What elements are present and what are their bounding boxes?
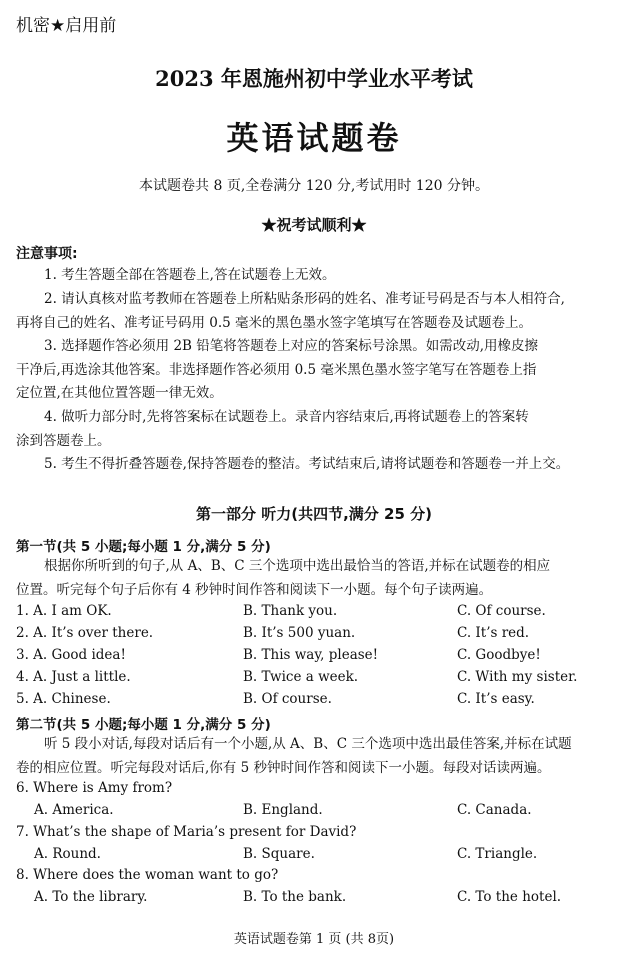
section2-instructions bbox=[16, 733, 614, 780]
q8-option-b: B. To the bank. bbox=[243, 889, 347, 905]
q2-option-a: 2. A. It’s over there. bbox=[16, 625, 154, 641]
paper-title: 英语试题卷 bbox=[226, 119, 402, 157]
q4-option-b: B. Twice a week. bbox=[243, 669, 359, 685]
notice-item-3 bbox=[16, 335, 614, 406]
notice-line: 涂到答题卷上。 bbox=[16, 432, 111, 449]
confidential-label: 机密★启用前 bbox=[16, 16, 117, 36]
q7-option-a: A. Round. bbox=[34, 846, 101, 862]
section1-instructions bbox=[16, 555, 614, 602]
exam-title: 2023 年恩施州初中学业水平考试 bbox=[155, 66, 473, 91]
notice-line: 2. 请认真核对监考教师在答题卷上所粘贴条形码的姓名、准考证号码是否与本人相符合, bbox=[44, 291, 565, 307]
q5-option-a: 5. A. Chinese. bbox=[16, 691, 111, 707]
paper-summary: 本试题卷共 8 页,全卷满分 120 分,考试用时 120 分钟。 bbox=[139, 178, 489, 194]
q7-option-c: C. Triangle. bbox=[457, 846, 538, 862]
q3-option-c: C. Goodbye! bbox=[457, 647, 541, 663]
q8-stem: 8. Where does the woman want to go? bbox=[16, 867, 279, 883]
q8-option-a: A. To the library. bbox=[34, 889, 148, 905]
instruction-line: 卷的相应位置。听完每段对话后,你有 5 秒钟时间作答和阅读下一小题。每段对话读两遍。 bbox=[16, 759, 551, 776]
q7-stem: 7. What’s the shape of Maria’s present for David? bbox=[16, 824, 357, 840]
section2-title: 第二节(共 5 小题;每小题 1 分,满分 5 分) bbox=[16, 717, 271, 733]
section1-title: 第一节(共 5 小题;每小题 1 分,满分 5 分) bbox=[16, 539, 271, 555]
q6-option-b: B. England. bbox=[243, 802, 323, 818]
notice-line: 干净后,再选涂其他答案。非选择题作答必须用 0.5 毫米黑色墨水签字笔写在答题卷上指 bbox=[16, 361, 537, 378]
q4-option-c: C. With my sister. bbox=[457, 669, 578, 685]
notice-item-4 bbox=[16, 406, 614, 453]
q2-option-c: C. It’s red. bbox=[457, 625, 530, 641]
q4-option-a: 4. A. Just a little. bbox=[16, 669, 131, 685]
good-luck-line: ★祝考试顺利★ bbox=[261, 216, 367, 234]
q1-option-c: C. Of course. bbox=[457, 603, 546, 619]
q7-option-b: B. Square. bbox=[243, 846, 315, 862]
notice-line: 4. 做听力部分时,先将答案标在试题卷上。录音内容结束后,再将试题卷上的答案转 bbox=[44, 409, 529, 425]
notice-line: 1. 考生答题全部在答题卷上,答在试题卷上无效。 bbox=[44, 267, 336, 283]
q1-option-a: 1. A. I am OK. bbox=[16, 603, 112, 619]
notice-line: 3. 选择题作答必须用 2B 铅笔将答题卷上对应的答案标号涂黑。如需改动,用橡皮擦 bbox=[44, 338, 539, 354]
page-footer: 英语试题卷第 1 页 (共 8页) bbox=[233, 932, 395, 947]
notice-line: 5. 考生不得折叠答题卷,保持答题卷的整洁。考试结束后,请将试题卷和答题卷一并上交。 bbox=[44, 456, 570, 472]
notice-title: 注意事项: bbox=[16, 246, 78, 262]
q6-stem: 6. Where is Amy from? bbox=[16, 780, 173, 796]
q3-option-a: 3. A. Good idea! bbox=[16, 647, 126, 663]
q3-option-b: B. This way, please! bbox=[243, 647, 379, 663]
notice-item-5 bbox=[16, 453, 614, 477]
instruction-line: 位置。听完每个句子后你有 4 秒钟时间作答和阅读下一小题。每个句子读两遍。 bbox=[16, 581, 493, 598]
notice-line: 再将自己的姓名、准考证号码用 0.5 毫米的黑色墨水签字笔填写在答题卷及试题卷上。 bbox=[16, 314, 533, 331]
q5-option-c: C. It’s easy. bbox=[457, 691, 535, 707]
instruction-line: 听 5 段小对话,每段对话后有一个小题,从 A、B、C 三个选项中选出最佳答案,并标在试题 bbox=[44, 736, 572, 752]
q8-option-c: C. To the hotel. bbox=[457, 889, 562, 905]
q6-option-a: A. America. bbox=[34, 802, 114, 818]
notice-item-2 bbox=[16, 288, 614, 335]
q1-option-b: B. Thank you. bbox=[243, 603, 338, 619]
instruction-line: 根据你所听到的句子,从 A、B、C 三个选项中选出最恰当的答语,并标在试题卷的相应 bbox=[44, 558, 551, 574]
q2-option-b: B. It’s 500 yuan. bbox=[243, 625, 356, 641]
notice-item-1 bbox=[16, 264, 614, 288]
q6-option-c: C. Canada. bbox=[457, 802, 532, 818]
part1-title: 第一部分 听力(共四节,满分 25 分) bbox=[196, 505, 432, 523]
q5-option-b: B. Of course. bbox=[243, 691, 332, 707]
notice-line: 定位置,在其他位置答题一律无效。 bbox=[16, 385, 223, 401]
